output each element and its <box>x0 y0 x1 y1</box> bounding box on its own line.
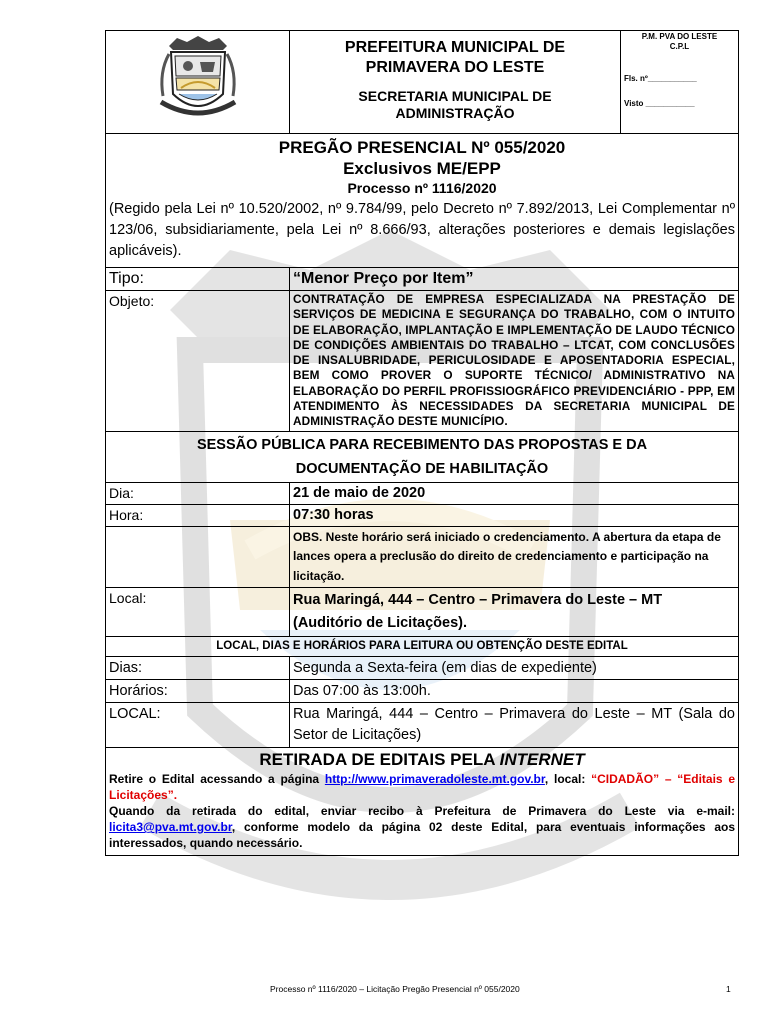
objeto-value: CONTRATAÇÃO DE EMPRESA ESPECIALIZADA NA PRESTAÇÃO DE SERVIÇOS DE MEDICINA E SEGURANÇA DO TRABALHO, COM O INTUITO DE ELABORAÇÃO, IMPLANTAÇÃO E IMPLEMENTAÇÃO DE LAUDO TÉCNICO DE CONDIÇÕES AMBIENTAIS DO TRABALHO – LTCAT, COM CONCLUSÕES DE INSALUBRIDADE, PERICULOSIDADE E APOSENTADORIA ESPECIAL, BEM COMO PROVER O SUPORTE TÉCNICO/ ADMINISTRATIVO NA ELABORAÇÃO DO PERFIL PROFISSIOGRÁFICO PREVIDENCIÁRIO - PPP, EM ATENDIMENTO ÀS NECESSIDADES DA SECRETARIA MUNICIPAL DE ADMINISTRAÇÃO DESTE MUNICÍPIO. <box>290 291 739 432</box>
hora-value: 07:30 horas <box>290 504 739 526</box>
exclusivos-title: Exclusivos ME/EPP <box>343 159 501 178</box>
header-control-cell <box>621 31 739 134</box>
processo-title: Processo nº 1116/2020 <box>347 180 497 196</box>
retirada-paragraph-1 <box>109 771 735 854</box>
visto-label: Visto ___________ <box>624 99 695 108</box>
document-page <box>105 30 738 856</box>
tipo-value: “Menor Preço por Item” <box>290 268 739 291</box>
title-block-cell <box>106 134 739 268</box>
header-title-line2: PRIMAVERA DO LESTE <box>365 59 545 76</box>
horarios-label: Horários: <box>106 680 290 703</box>
fls-label: Fls. nº___________ <box>624 74 697 83</box>
hora-label: Hora: <box>106 504 290 526</box>
coat-of-arms-icon <box>155 32 241 124</box>
retirada-cell <box>106 748 739 856</box>
header-right-line2: C.P.L <box>669 42 690 51</box>
page-number: 1 <box>726 984 731 994</box>
footer-text: Processo nº 1116/2020 – Licitação Pregão Presencial nº 055/2020 <box>270 984 520 994</box>
tipo-label: Tipo: <box>106 268 290 291</box>
header-right-line1: P.M. PVA DO LESTE <box>641 32 718 41</box>
leitura-local-value: Rua Maringá, 444 – Centro – Primavera do Leste – MT (Sala do Setor de Licitações) <box>290 703 739 748</box>
leitura-local-label: LOCAL: <box>106 703 290 748</box>
cidadao-path-text: “CIDADÃO” – “Editais e Licitações”. <box>109 772 735 803</box>
pregao-title: PREGÃO PRESENCIAL Nº 055/2020 <box>278 138 566 157</box>
retirada-p2-text: Quando da retirada do edital, enviar recibo à Prefeitura de Primavera do Leste via e-mail: <box>109 804 735 819</box>
local-value: Rua Maringá, 444 – Centro – Primavera do Leste – MT (Auditório de Licitações). <box>290 588 739 637</box>
retirada-p1-text-b: , local: <box>544 772 592 787</box>
retirada-title <box>109 749 735 771</box>
retirada-title-prefix: RETIRADA DE EDITAIS PELA <box>259 750 500 770</box>
local-label: Local: <box>106 588 290 637</box>
header-title-cell <box>290 31 621 134</box>
regido-text: (Regido pela Lei nº 10.520/2002, nº 9.784/99, pelo Decreto nº 7.892/2013, Lei Complementar nº 123/06, subsidiariamente, pela Lei nº 8.666/93, alterações posteriores e demais legislações aplicáveis). <box>109 201 735 259</box>
licitacao-email-link[interactable]: licita3@pva.mt.gov.br <box>109 820 232 835</box>
leitura-title: LOCAL, DIAS E HORÁRIOS PARA LEITURA OU OBTENÇÃO DESTE EDITAL <box>106 637 739 657</box>
obs-value: OBS. Neste horário será iniciado o credenciamento. A abertura da etapa de lances opera a preclusão do direito de credenciamento e participação na licitação. <box>290 526 739 588</box>
edital-table <box>105 30 739 856</box>
obs-empty-label <box>106 526 290 588</box>
header-logo-cell <box>106 31 290 134</box>
dia-value: 21 de maio de 2020 <box>290 482 739 504</box>
retirada-p2-text-b: , conforme modelo da página 02 deste Edital, para eventuais informações aos interessados, quando necessário. <box>109 820 735 851</box>
header-subtitle-line1: SECRETARIA MUNICIPAL DE <box>358 88 552 104</box>
sessao-title-cell <box>106 431 739 482</box>
dias-value: Segunda a Sexta-feira (em dias de expediente) <box>290 657 739 680</box>
header-title-line1: PREFEITURA MUNICIPAL DE <box>344 39 566 56</box>
horarios-value: Das 07:00 às 13:00h. <box>290 680 739 703</box>
dia-label: Dia: <box>106 482 290 504</box>
sessao-title-line1: SESSÃO PÚBLICA PARA RECEBIMENTO DAS PROPOSTAS E DA <box>196 436 648 453</box>
sessao-title-line2: DOCUMENTAÇÃO DE HABILITAÇÃO <box>295 460 549 477</box>
header-subtitle-line2: ADMINISTRAÇÃO <box>395 105 515 121</box>
dias-label: Dias: <box>106 657 290 680</box>
prefeitura-website-link[interactable]: http://www.primaveradoleste.mt.gov.br <box>324 772 545 787</box>
retirada-p1-text: Retire o Edital acessando a página <box>109 772 325 787</box>
objeto-label: Objeto: <box>106 291 290 432</box>
retirada-title-italic: INTERNET <box>499 750 585 770</box>
